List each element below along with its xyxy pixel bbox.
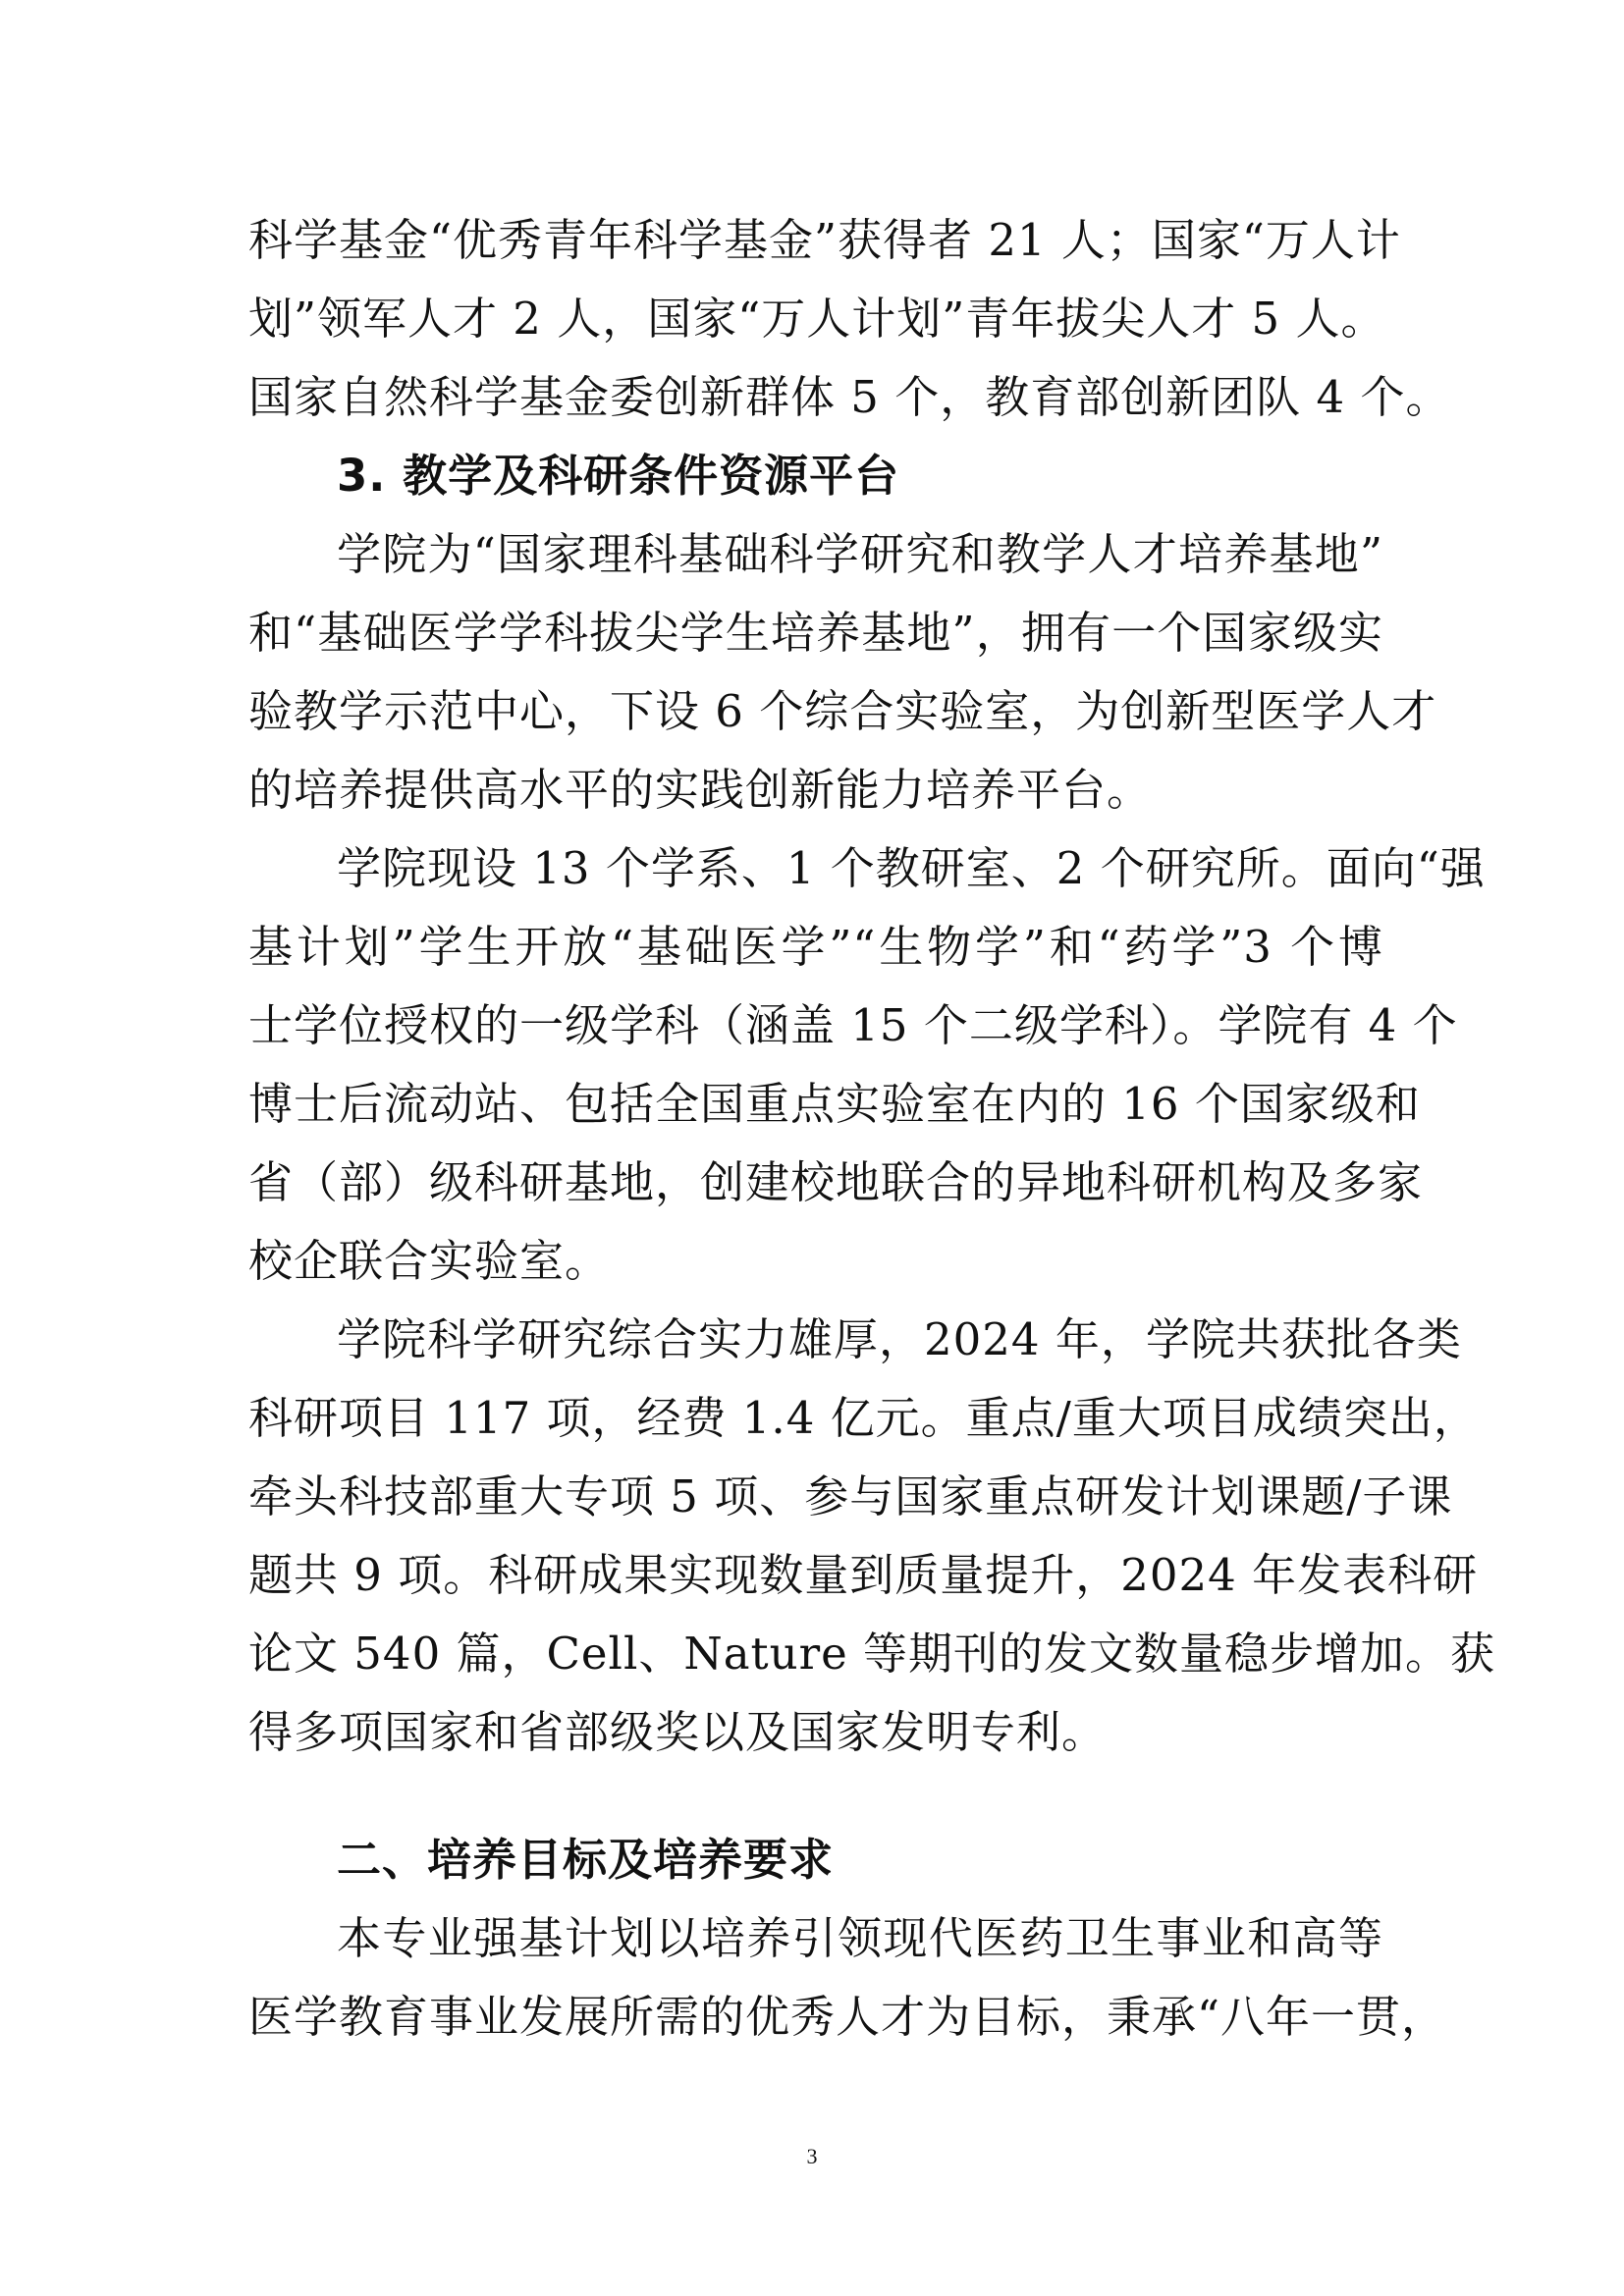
para2-line-2: 基计划”学生开放“基础医学”“生物学”和“药学”3 个博	[248, 921, 1383, 973]
section-3-heading: 3. 教学及科研条件资源平台	[337, 450, 900, 502]
para3-line-4: 题共 9 项。科研成果实现数量到质量提升，2024 年发表科研	[248, 1549, 1479, 1601]
para3-line-1: 学院科学研究综合实力雄厚，2024 年，学院共获批各类	[337, 1313, 1462, 1365]
intro-line-1: 科学基金“优秀青年科学基金”获得者 21 人；国家“万人计	[248, 214, 1401, 266]
para3-line-5: 论文 540 篇，Cell、Nature 等期刊的发文数量稳步增加。获	[248, 1628, 1496, 1680]
para1-line-2: 和“基础医学学科拔尖学生培养基地”，拥有一个国家级实	[248, 607, 1383, 659]
para2-line-3: 士学位授权的一级学科（涵盖 15 个二级学科）。学院有 4 个	[248, 999, 1458, 1051]
para1-line-3: 验教学示范中心，下设 6 个综合实验室，为创新型医学人才	[248, 685, 1437, 737]
para4-line-2: 医学教育事业发展所需的优秀人才为目标，秉承“八年一贯，	[248, 1991, 1447, 2043]
page-number: 3	[806, 2144, 818, 2168]
para2-line-6: 校企联合实验室。	[248, 1235, 611, 1287]
para1-line-4: 的培养提供高水平的实践创新能力培养平台。	[248, 764, 1153, 816]
section-2-heading: 二、培养目标及培养要求	[337, 1834, 835, 1886]
para3-line-2: 科研项目 117 项，经费 1.4 亿元。重点/重大项目成绩突出，	[248, 1392, 1479, 1444]
para2-line-1: 学院现设 13 个学系、1 个教研室、2 个研究所。面向“强	[337, 842, 1486, 894]
para4-line-1: 本专业强基计划以培养引领现代医药卫生事业和高等	[337, 1912, 1383, 1964]
para3-line-3: 牵头科技部重大专项 5 项、参与国家重点研发计划课题/子课	[248, 1470, 1453, 1522]
para3-line-6: 得多项国家和省部级奖以及国家发明专利。	[248, 1706, 1108, 1758]
para1-line-1: 学院为“国家理科基础科学研究和教学人才培养基地”	[337, 528, 1383, 580]
para2-line-5: 省（部）级科研基地，创建校地联合的异地科研机构及多家	[248, 1156, 1424, 1208]
intro-line-3: 国家自然科学基金委创新群体 5 个，教育部创新团队 4 个。	[248, 371, 1451, 423]
intro-line-2: 划”领军人才 2 人，国家“万人计划”青年拔尖人才 5 人。	[248, 293, 1386, 345]
para2-line-4: 博士后流动站、包括全国重点实验室在内的 16 个国家级和	[248, 1078, 1421, 1130]
